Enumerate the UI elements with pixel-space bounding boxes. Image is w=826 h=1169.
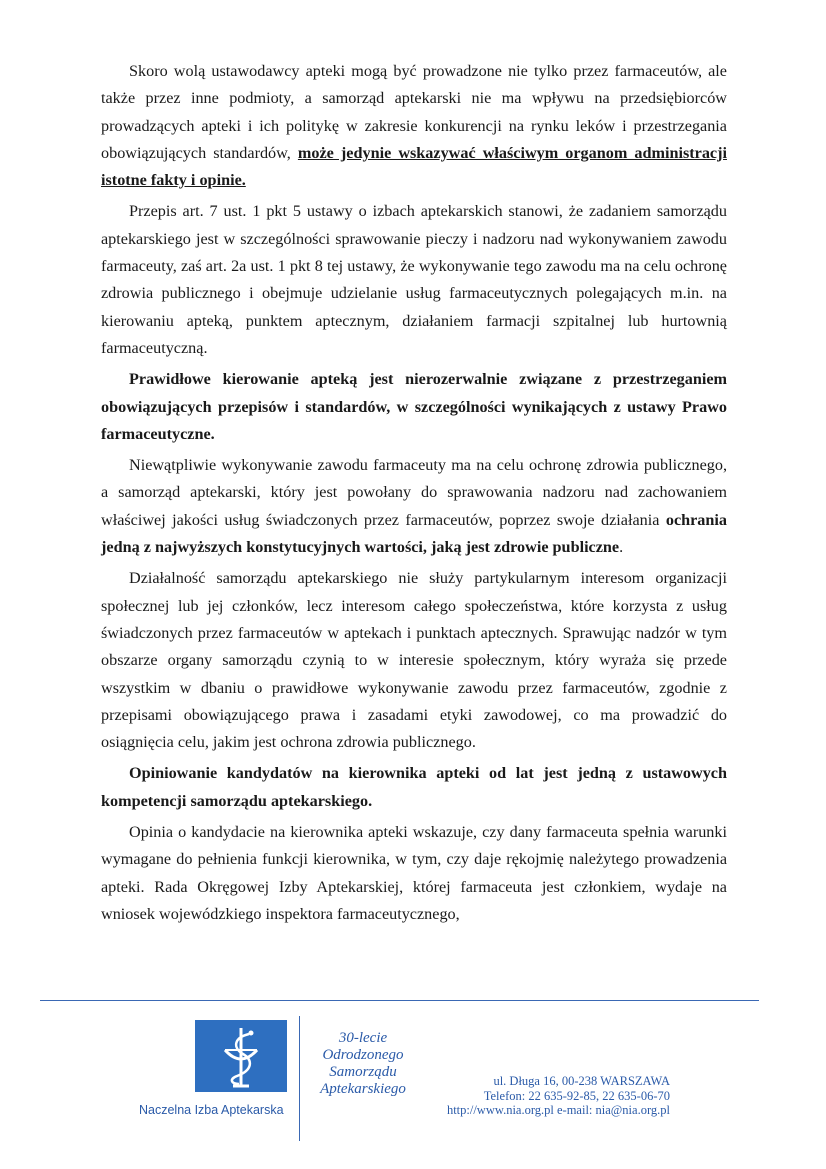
bowl-of-hygieia-icon [195,1020,287,1092]
paragraph-7: Opinia o kandydacie na kierownika apteki wskazuje, czy dany farmaceuta spełnia warunki wymagane do pełnienia funkcji kierownika, w tym, czy daje rękojmię należytego prowadzenia apteki. Rada Okręgowej Izby Aptekarskiej, której farmaceuta jest członkiem, wydaje na wniosek wojewódzkiego inspektora farmaceutycznego, [101,823,727,923]
contact-block [420,1074,670,1118]
paragraph-4: Niewątpliwie wykonywanie zawodu farmaceuty ma na celu ochronę zdrowia publicznego, a samorząd aptekarski, który jest powołany do sprawowania nadzoru nad zachowaniem właściwej jakości usług świadczonych przez farmaceutów, poprzez swoje działania ochrania jedną z najwyższych konstytucyjnych wartości, jaką jest zdrowie publiczne. [101,456,727,557]
paragraph-3: Prawidłowe kierowanie apteką jest nierozerwalnie związane z przestrzeganiem obowiązujących przepisów i standardów, w szczególności wynikających z ustawy Prawo farmaceutyczne. [101,370,727,443]
organization-name: Naczelna Izba Aptekarska [139,1103,284,1117]
anniversary-logo: 30-lecie Odrodzonego Samorządu Aptekarskiego [320,1030,406,1097]
footer-vertical-divider [299,1016,300,1141]
footer-divider [40,1000,759,1001]
address-line: ul. Długa 16, 00-238 WARSZAWA [493,1074,670,1088]
paragraph-1-emphasis: może jedynie wskazywać właściwym organom administracji istotne fakty i opinie. [101,143,727,190]
phone-line: Telefon: 22 635-92-85, 22 635-06-70 [483,1088,670,1103]
paragraph-2: Przepis art. 7 ust. 1 pkt 5 ustawy o izbach aptekarskich stanowi, że zadaniem samorządu aptekarskiego jest w szczególności sprawowanie pieczy i nadzoru nad wykonywaniem zawodu farmaceuty, zaś art. 2a ust. 1 pkt 8 tej ustawy, że wykonywanie tego zawodu ma na celu ochronę zdrowia publicznego i obejmuje udzielanie usług farmaceutycznych polegających m.in. na kierowaniu apteką, punktem aptecznym, działaniem farmacji szpitalnej lub hurtownią farmaceutyczną. [101,202,727,357]
paragraph-4-emphasis: ochrania jedną z najwyższych konstytucyjnych wartości, jaką jest zdrowie publiczne [101,510,727,557]
document-body [101,58,727,932]
web-email-line: http://www.nia.org.pl e-mail: nia@nia.org.pl [446,1103,670,1117]
paragraph-1: Skoro wolą ustawodawcy apteki mogą być prowadzone nie tylko przez farmaceutów, ale także przez inne podmioty, a samorząd aptekarski nie ma wpływu na przedsiębiorców prowadzących apteki i ich politykę w zakresie konkurencji na rynku leków i przestrzegania obowiązujących standardów, może jedynie wskazywać właściwym organom administracji istotne fakty i opinie. [101,62,727,190]
paragraph-5: Działalność samorządu aptekarskiego nie służy partykularnym interesom organizacji społecznej lub jej członków, lecz interesom całego społeczeństwa, które korzysta z usług świadczonych przez farmaceutów w aptekach i punktach aptecznych. Sprawując nadzór w tym obszarze organy samorządu czynią to w interesie społecznym, który wyraża się przede wszystkim w dbaniu o prawidłowe wykonywanie zawodu przez farmaceutów, zgodnie z przepisami obowiązującego prawa i zasadami etyki zawodowej, co ma prowadzić do osiągnięcia celu, jakim jest ochrona zdrowia publicznego. [101,569,727,752]
paragraph-6: Opiniowanie kandydatów na kierownika apteki od lat jest jedną z ustawowych kompetencji samorządu aptekarskiego. [101,764,727,810]
